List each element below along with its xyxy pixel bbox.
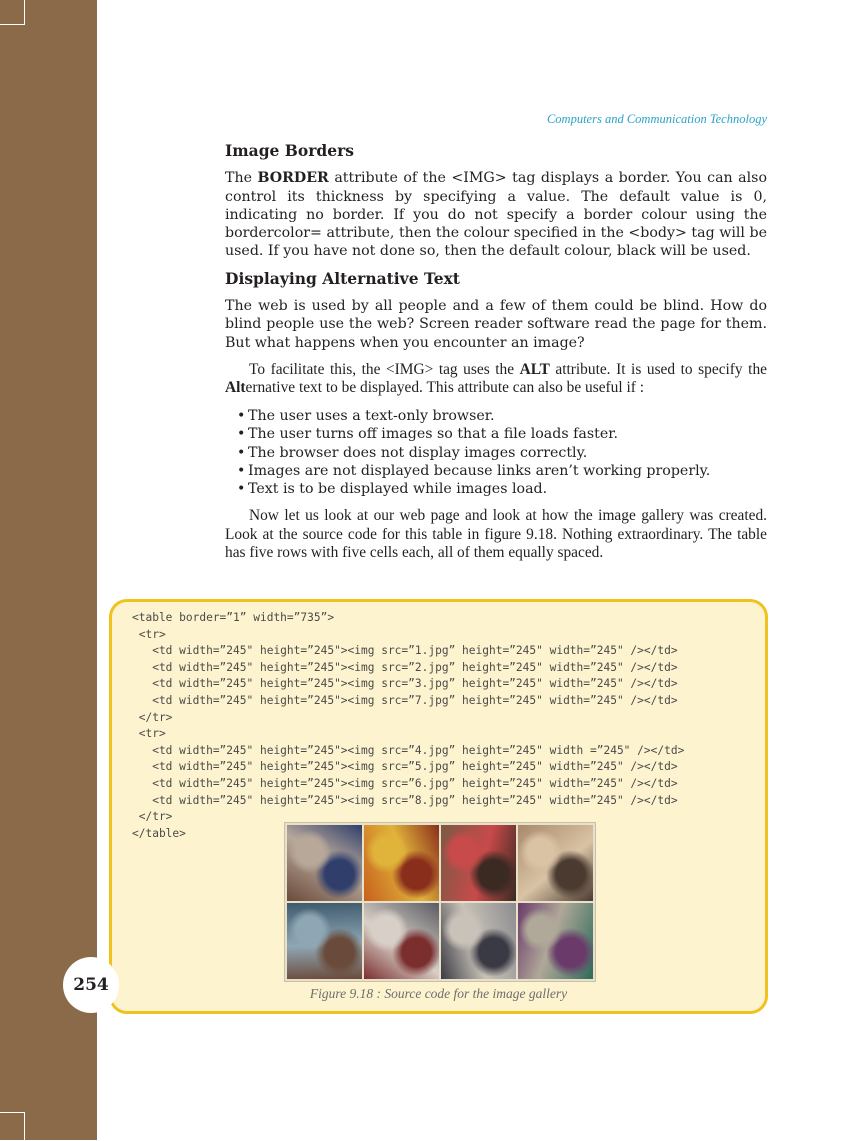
list-item-text: Images are not displayed because links aren’t working properly. <box>248 462 711 479</box>
code-line: <tr> <box>132 727 166 741</box>
list-item-text: The browser does not display images correctly. <box>248 444 588 461</box>
figure-code-box <box>109 599 768 1014</box>
figure-caption: Figure 9.18 : Source code for the image gallery <box>309 986 568 1001</box>
bullet-list <box>237 407 767 498</box>
code-line: <tr> <box>132 627 166 641</box>
gallery-photo-6 <box>364 903 439 979</box>
gallery-photo-1 <box>287 825 362 901</box>
crop-mark-bottom <box>0 1112 25 1141</box>
image-gallery <box>284 822 596 982</box>
gallery-photo-3 <box>441 825 516 901</box>
gallery-photo-2 <box>364 825 439 901</box>
code-line: <td width=”245" height=”245"><img src=”5.jpg” height=”245" width=”245" /></td> <box>132 760 678 774</box>
term-alt: ALT <box>519 360 550 378</box>
list-item-text: The user uses a text-only browser. <box>248 407 495 424</box>
running-head: Computers and Communication Technology <box>546 112 767 126</box>
crop-mark-top <box>0 0 25 25</box>
code-line: <td width=”245" height=”245"><img src=”8.jpg” height=”245" width=”245" /></td> <box>132 793 678 807</box>
source-code <box>132 610 684 842</box>
text-run: attribute. It is used to specify the <box>549 360 767 378</box>
code-line: <table border=”1” width=”735”> <box>132 611 335 624</box>
list-item: • Images are not displayed because links aren’t working properly. <box>237 462 711 479</box>
code-line: </tr> <box>132 810 173 824</box>
list-item: • The user turns off images so that a file loads faster. <box>237 426 618 443</box>
text-run: ernative text to be displayed. This attribute can also be useful if : <box>245 379 645 397</box>
code-line: <td width=”245" height=”245"><img src=”3.jpg” height=”245" width=”245" /></td> <box>132 677 678 691</box>
list-item: • The user uses a text-only browser. <box>237 407 495 424</box>
text-run: The <box>225 170 258 187</box>
gallery-photo-7 <box>441 903 516 979</box>
gallery-photo-5 <box>287 903 362 979</box>
list-item: • Text is to be displayed while images load. <box>237 481 548 498</box>
code-line: </table> <box>132 826 186 840</box>
paragraph-gallery-intro: Now let us look at our web page and look at how the image gallery was created. Look at the source code for this table in figure 9.18. Nothing extraordinary. The table has five rows with five cells each, all of them equally spaced. <box>225 507 767 562</box>
code-line: <td width=”245" height=”245"><img src=”7.jpg” height=”245" width=”245" /></td> <box>132 693 678 707</box>
list-item-text: Text is to be displayed while images load. <box>248 481 548 498</box>
text-run: attribute of the <IMG> tag displays a border. You can also control its thickness by specifying a value. The default value is 0, indicating no border. If you do not specify a border colour using the bordercolor= attribute, then the colour specified in the <body> tag will be used. If you have not done so, then the default colour, black will be used. <box>225 170 767 260</box>
code-line: <td width=”245" height=”245"><img src=”4.jpg” height=”245" width =”245" /></td> <box>132 743 685 757</box>
text-run: To facilitate this, the <IMG> tag uses the <box>249 360 520 378</box>
heading-alt-text: Displaying Alternative Text <box>225 268 460 288</box>
term-border: BORDER <box>257 170 329 187</box>
gallery-photo-8 <box>518 903 593 979</box>
gallery-photo-4 <box>518 825 593 901</box>
code-line: <td width=”245" height=”245"><img src=”6.jpg” height=”245" width=”245" /></td> <box>132 776 678 790</box>
code-line: <td width=”245" height=”245"><img src=”2.jpg” height=”245" width=”245" /></td> <box>132 660 678 674</box>
heading-image-borders: Image Borders <box>225 141 354 160</box>
list-item: • The browser does not display images correctly. <box>237 444 588 461</box>
list-item-text: The user turns off images so that a file loads faster. <box>248 426 618 443</box>
paragraph-alt-intro: The web is used by all people and a few of them could be blind. How do blind people use the web? Screen reader software read the page for them. But what happens when you encounter an image? <box>225 298 767 351</box>
paragraph-alt-attribute <box>225 361 767 398</box>
main-content <box>225 142 767 572</box>
code-line: <td width=”245" height=”245"><img src=”1.jpg” height=”245" width=”245" /></td> <box>132 644 678 658</box>
paragraph-borders <box>225 169 767 260</box>
page-number: 254 <box>63 957 119 1013</box>
term-alt-prefix: Alt <box>225 379 246 397</box>
code-line: </tr> <box>132 710 173 724</box>
